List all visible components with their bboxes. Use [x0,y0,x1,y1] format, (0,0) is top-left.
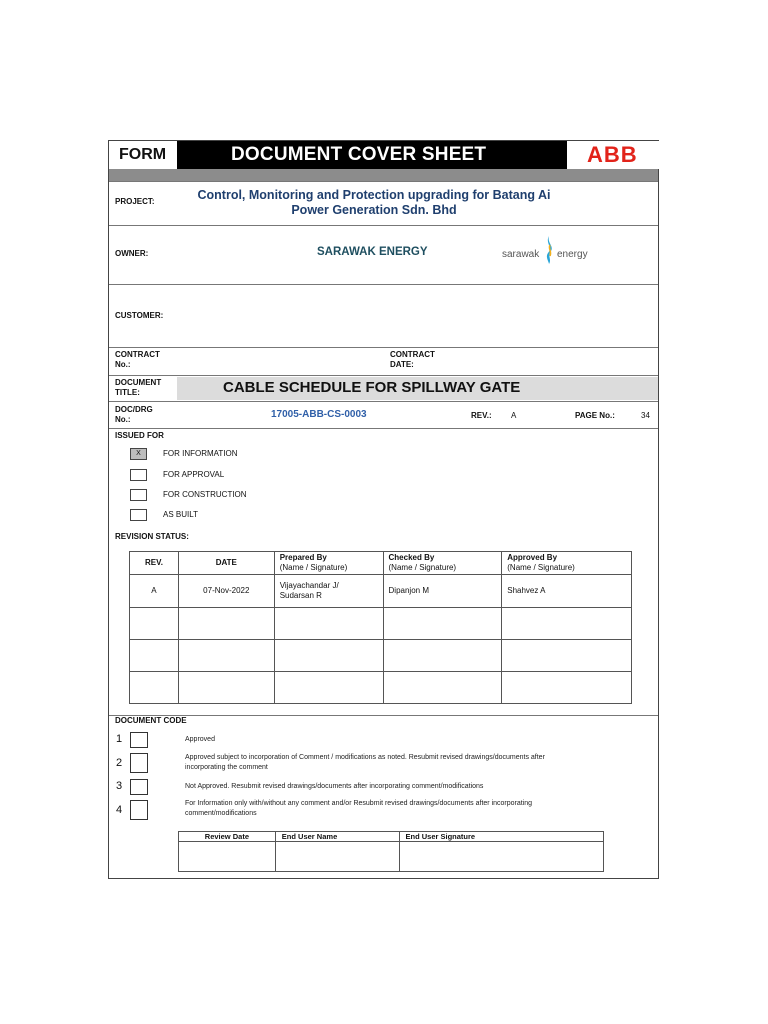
divider [109,375,658,376]
table-row [130,608,632,640]
revision-status-label: REVISION STATUS: [115,532,189,541]
table-row [130,640,632,672]
form-label: FORM [119,146,167,163]
rev-header: REV. [130,552,179,575]
as-built-label: AS BUILT [163,510,198,519]
document-code-label: DOCUMENT CODE [115,716,187,725]
divider [109,401,658,402]
code-2-text: Approved subject to incorporation of Comment / modifications as noted. Resubmit revised drawings/documents after incorporating the comment [185,754,545,771]
end-user-name-field[interactable] [275,842,399,872]
project-name: Control, Monitoring and Protection upgrading for Batang Ai Power Generation Sdn. Bhd [197,188,551,217]
divider [109,715,658,716]
divider [109,428,658,429]
end-user-name-header: End User Name [275,832,399,842]
abb-logo-box [567,141,659,169]
end-user-signature-field[interactable] [399,842,604,872]
doc-no-value: 17005-ABB-CS-0003 [271,409,367,420]
prepared-by-header: Prepared By (Name / Signature) [274,552,383,575]
code-number: 1 [116,733,123,745]
document-title: CABLE SCHEDULE FOR SPILLWAY GATE [223,379,521,396]
code-number: 3 [116,780,123,792]
header-title-bar [177,141,567,169]
divider [109,284,658,285]
code-3-text: Not Approved. Resubmit revised drawings/documents after incorporating comment/modifications [185,783,484,790]
abb-logo: ABB [587,142,638,167]
for-approval-label: FOR APPROVAL [163,470,225,479]
end-user-review-table [178,831,604,872]
as-built-checkbox[interactable] [130,509,147,521]
code-1-text: Approved [185,736,215,743]
review-date-field[interactable] [179,842,276,872]
code-2-box[interactable] [130,753,148,773]
contract-date-label: CONTRACT DATE: [390,350,435,369]
checked-by-header: Checked By (Name / Signature) [383,552,502,575]
code-number: 2 [116,757,123,769]
owner-label: OWNER: [115,249,149,258]
rev-value: A [511,411,517,420]
date-header: DATE [178,552,274,575]
for-information-checkbox[interactable]: X [130,448,147,460]
contract-no-label: CONTRACT No.: [115,350,160,369]
code-3-box[interactable] [130,779,148,795]
revision-header-row [130,552,632,575]
doc-no-label: DOC/DRG No.: [115,405,153,424]
page-title: DOCUMENT COVER SHEET [231,144,487,165]
code-1-box[interactable] [130,732,148,748]
table-row [130,672,632,704]
document-title-label: DOCUMENT TITLE: [115,378,162,397]
for-information-label: FOR INFORMATION [163,449,238,458]
header-gray-band [109,169,658,181]
for-approval-checkbox[interactable] [130,469,147,481]
approved-by-header: Approved By (Name / Signature) [502,552,632,575]
end-user-signature-header: End User Signature [399,832,604,842]
page-no-label: PAGE No.: [575,411,615,420]
page-no-value: 34 [641,411,650,420]
sarawak-energy-logo: sarawak energy [502,233,612,267]
customer-label: CUSTOMER: [115,311,164,320]
issued-for-label: ISSUED FOR [115,431,164,440]
owner-value: SARAWAK ENERGY [317,246,428,258]
divider [109,347,658,348]
document-cover-sheet [108,140,659,879]
code-4-text: For Information only with/without any comment and/or Resubmit revised drawings/documents after incorporating comment/modifications [185,800,533,817]
code-number: 4 [116,804,123,816]
review-date-header: Review Date [179,832,276,842]
for-construction-label: FOR CONSTRUCTION [163,490,247,499]
for-construction-checkbox[interactable] [130,489,147,501]
form-label-box [109,141,178,169]
project-label: PROJECT: [115,197,155,206]
code-4-box[interactable] [130,800,148,820]
revision-table [129,551,632,704]
divider [109,225,658,226]
rev-label: REV.: [471,411,492,420]
divider [109,181,658,182]
flame-icon [543,235,555,265]
document-title-box [177,377,658,400]
table-row: A 07-Nov-2022 Vijayachandar J/ Sudarsan R Dipanjon M Shahvez A [130,575,632,608]
